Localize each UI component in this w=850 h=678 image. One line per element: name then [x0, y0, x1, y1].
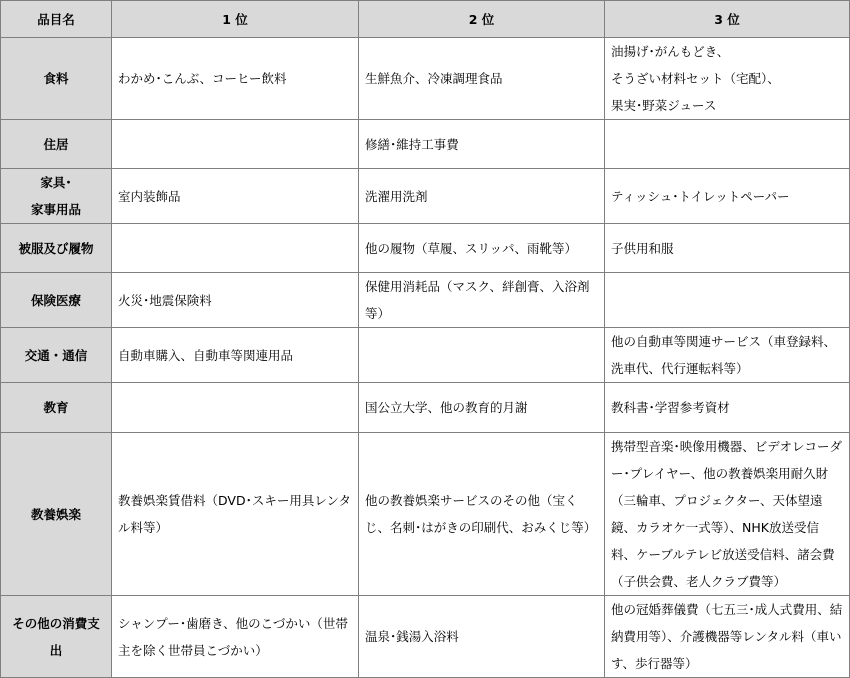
- table-row: [1, 383, 850, 433]
- row-category: 教養娯楽: [1, 433, 112, 596]
- table-row: [1, 38, 850, 120]
- rank-3-cell: 油揚げ･がんもどき、 そうざい材料セット（宅配）、 果実･野菜ジュース: [605, 38, 850, 120]
- rank-2-cell: 他の履物（草履、スリッパ、雨靴等）: [359, 224, 605, 273]
- table-row: [1, 273, 850, 328]
- rank-2-cell: [359, 328, 605, 383]
- rank-3-cell: 教科書･学習参考資材: [605, 383, 850, 433]
- rank-2-cell: 生鮮魚介、冷凍調理食品: [359, 38, 605, 120]
- row-category: 食料: [1, 38, 112, 120]
- rank-3-cell: 他の自動車等関連サービス（車登録料、洗車代、代行運転料等）: [605, 328, 850, 383]
- rank-1-cell: 火災･地震保険料: [112, 273, 359, 328]
- rank-1-cell: 室内装飾品: [112, 169, 359, 224]
- rank-1-cell: [112, 120, 359, 169]
- table-row: [1, 596, 850, 678]
- rank-2-cell: 洗濯用洗剤: [359, 169, 605, 224]
- rank-3-cell: 他の冠婚葬儀費（七五三･成人式費用、結納費用等）、介護機器等レンタル料（車いす、歩行器等）: [605, 596, 850, 678]
- rank-1-cell: [112, 224, 359, 273]
- rank-3-cell: ティッシュ･トイレットペーパー: [605, 169, 850, 224]
- rank-3-cell: 子供用和服: [605, 224, 850, 273]
- header-rank-2: 2 位: [359, 1, 605, 38]
- row-category: 教育: [1, 383, 112, 433]
- table-row: [1, 169, 850, 224]
- rank-1-cell: シャンプー･歯磨き、他のこづかい（世帯主を除く世帯員こづかい）: [112, 596, 359, 678]
- row-category: 保険医療: [1, 273, 112, 328]
- table-row: [1, 328, 850, 383]
- rank-3-cell: [605, 273, 850, 328]
- rank-3-cell: [605, 120, 850, 169]
- rank-2-cell: 温泉･銭湯入浴料: [359, 596, 605, 678]
- rank-1-cell: 自動車購入、自動車等関連用品: [112, 328, 359, 383]
- rank-3-cell: 携帯型音楽･映像用機器、ビデオレコーダー･プレイヤー、他の教養娯楽用耐久財（三輪車、プロジェクター、天体望遠鏡、カラオケ一式等）、NHK放送受信料、ケーブルテレビ放送受信料、諸会費（子供会費、老人クラブ費等）: [605, 433, 850, 596]
- table-row: [1, 433, 850, 596]
- rank-2-cell: 修繕･維持工事費: [359, 120, 605, 169]
- table-header-row: [1, 1, 850, 38]
- table-row: [1, 120, 850, 169]
- row-category: 被服及び履物: [1, 224, 112, 273]
- row-category: その他の消費支出: [1, 596, 112, 678]
- row-category: 住居: [1, 120, 112, 169]
- rank-2-cell: 国公立大学、他の教育的月謝: [359, 383, 605, 433]
- header-rank-3: 3 位: [605, 1, 850, 38]
- rank-1-cell: [112, 383, 359, 433]
- row-category: 家具･ 家事用品: [1, 169, 112, 224]
- row-category: 交通・通信: [1, 328, 112, 383]
- rank-1-cell: 教養娯楽賃借料（DVD･スキー用具レンタル料等）: [112, 433, 359, 596]
- header-category: 品目名: [1, 1, 112, 38]
- table-row: [1, 224, 850, 273]
- rank-1-cell: わかめ･こんぶ、コーヒー飲料: [112, 38, 359, 120]
- rank-2-cell: 保健用消耗品（マスク、絆創膏、入浴剤等）: [359, 273, 605, 328]
- header-rank-1: 1 位: [112, 1, 359, 38]
- rank-2-cell: 他の教養娯楽サービスのその他（宝くじ、名刺･はがきの印刷代、おみくじ等）: [359, 433, 605, 596]
